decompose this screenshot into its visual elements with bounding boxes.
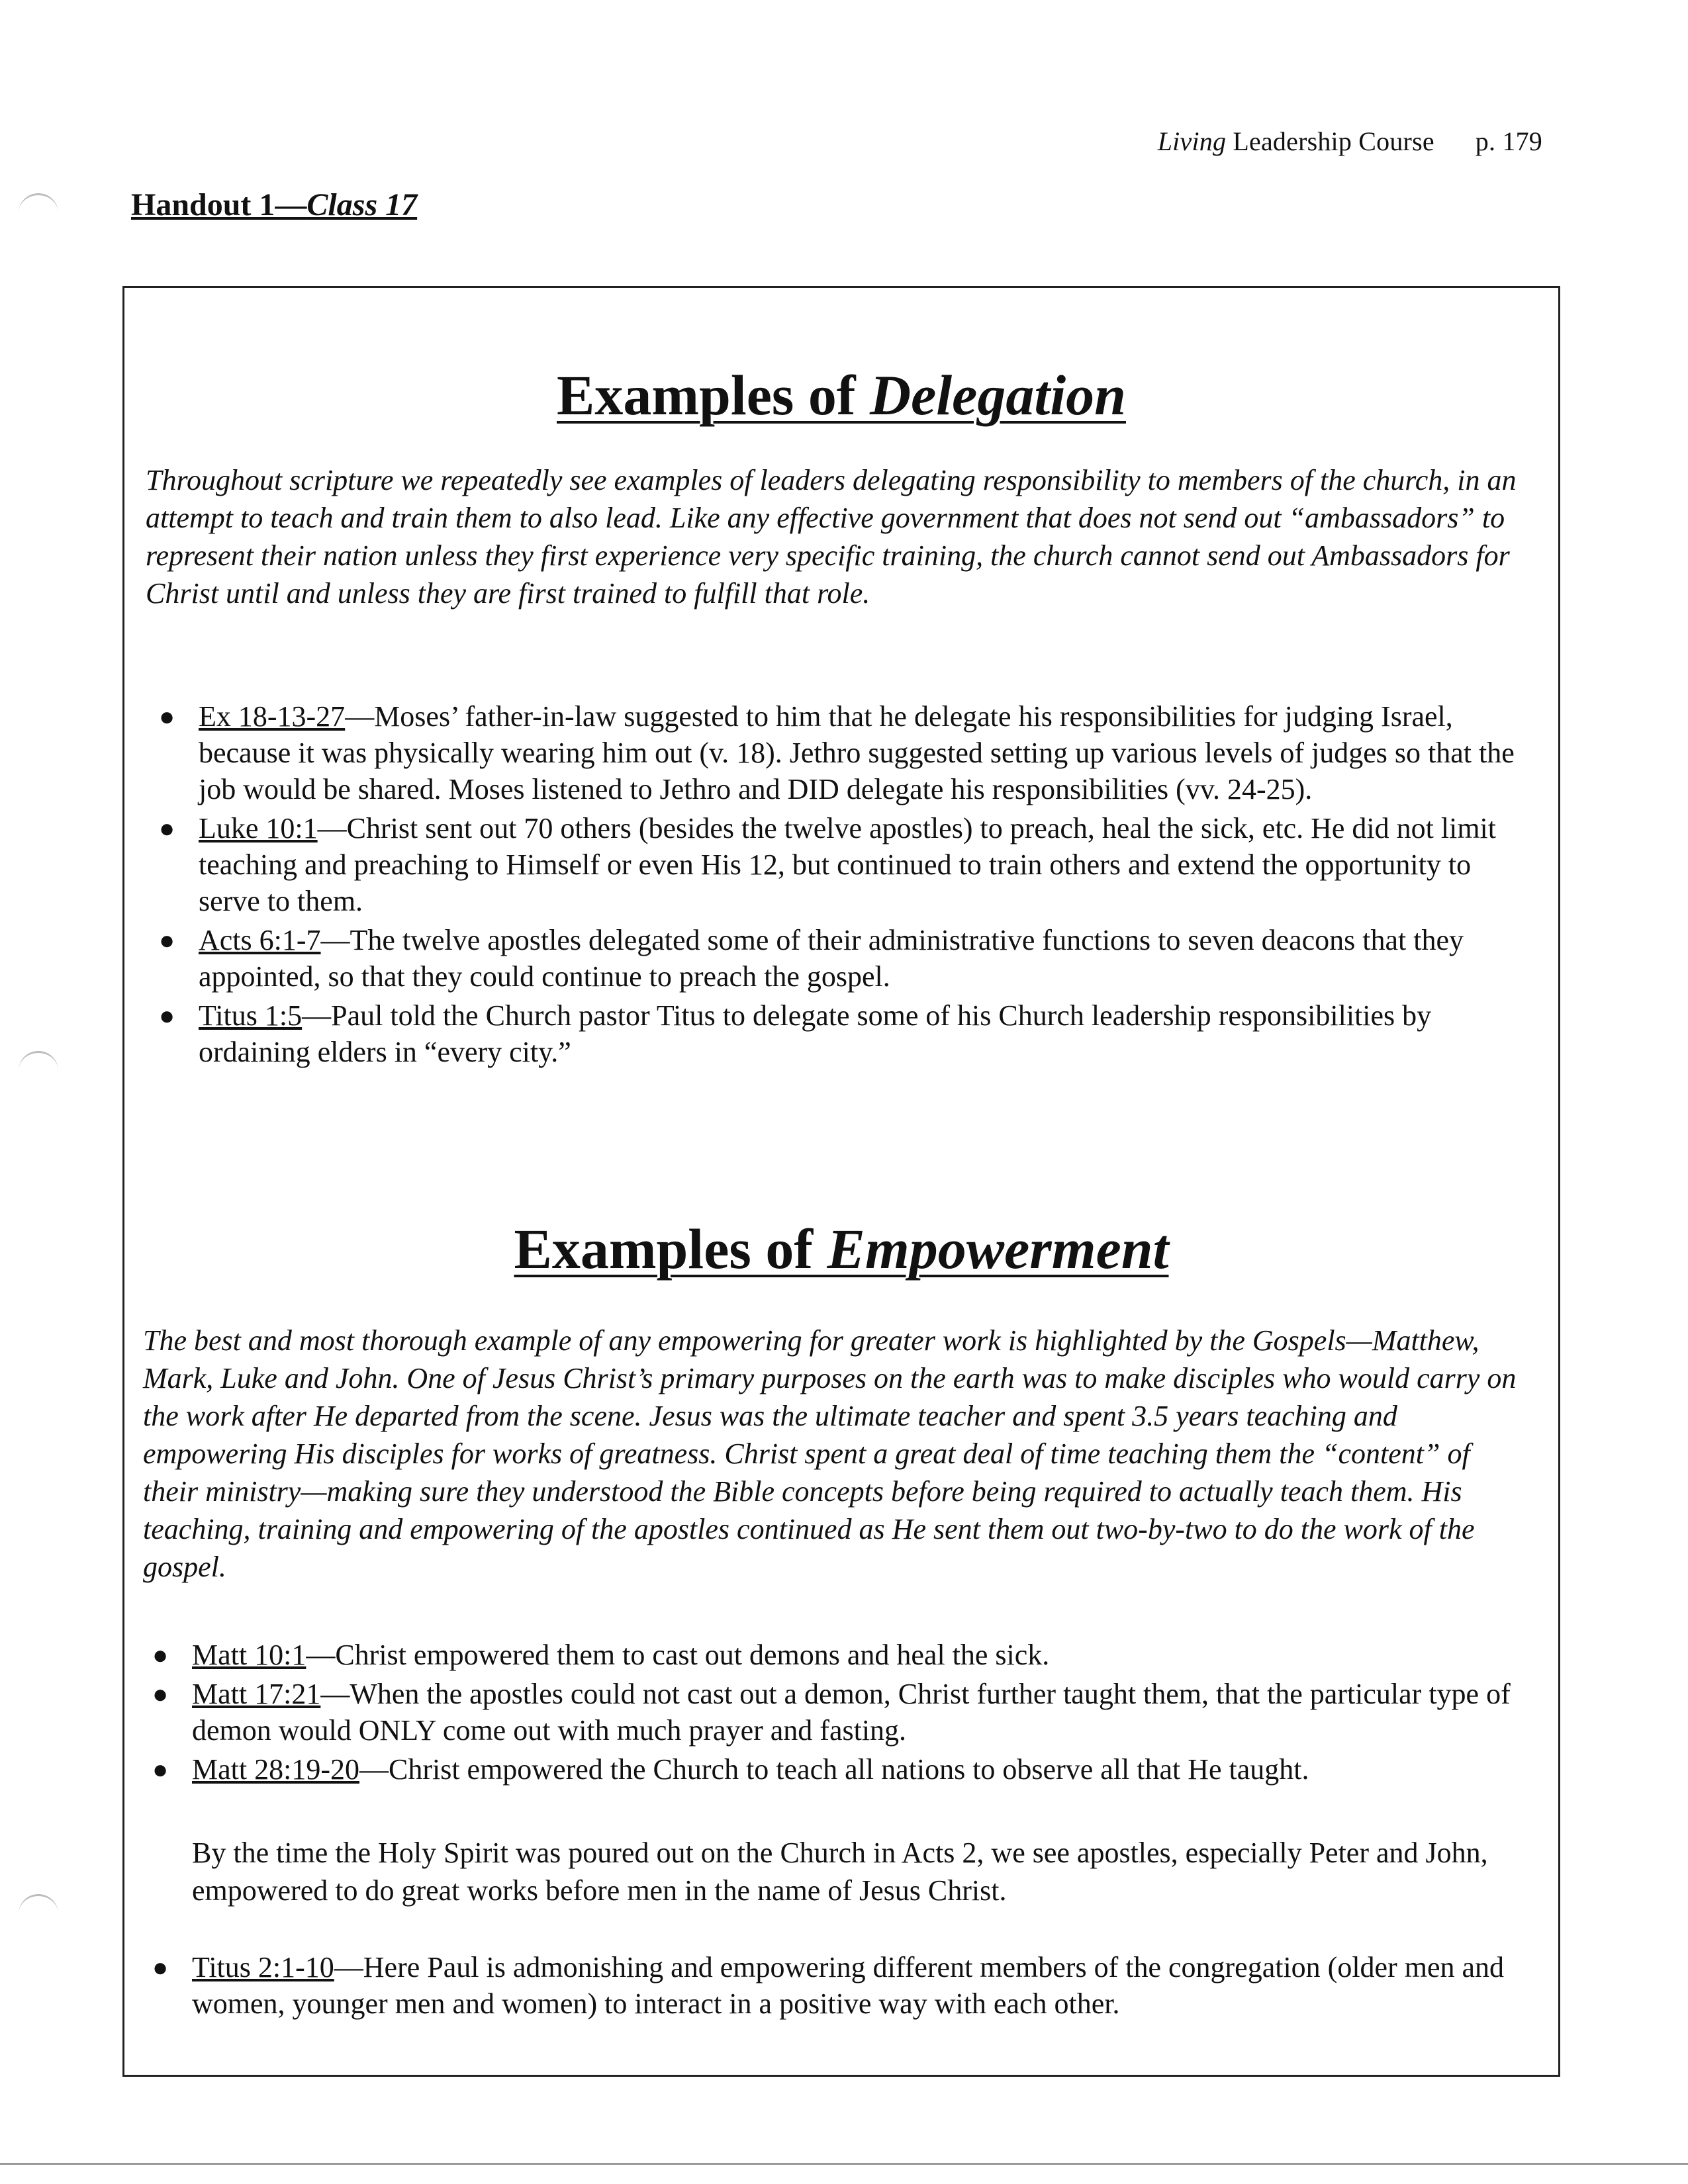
bullet-icon: ● [159,1001,175,1030]
item-text: —Christ sent out 70 others (besides the twelve apostles) to preach, heal the sick, etc. He did not limit teaching and preaching to Himself or even His 12, but continued to train others and extend the opportunity to serve to them. [199,812,1497,917]
bullet-icon: ● [152,1679,169,1709]
scan-edge-rule [0,2163,1688,2165]
list-item [150,810,1523,919]
list-item [143,1676,1523,1749]
item-text: —Here Paul is admonishing and empowering different members of the congregation (older men and women, younger men and women) to interact in a positive way with each other. [192,1951,1505,2020]
item-text: —Paul told the Church pastor Titus to delegate some of his Church leadership responsibilities by ordaining elders in “every city.” [199,999,1432,1068]
scripture-reference: Matt 10:1 [192,1639,306,1671]
scripture-reference: Matt 17:21 [192,1678,321,1710]
scripture-reference: Ex 18-13-27 [199,700,346,733]
item-text: —When the apostles could not cast out a demon, Christ further taught them, that the particular type of demon would ONLY come out with much prayer and fasting. [192,1678,1511,1747]
list-item [150,698,1523,807]
acts-paragraph: By the time the Holy Spirit was poured out on the Church in Acts 2, we see apostles, especially Peter and John, empowered to do great works before men in the name of Jesus Christ. [192,1837,1488,1907]
page-number: p. 179 [1475,126,1542,156]
bullet-icon: ● [152,1640,169,1670]
list-item [150,922,1523,995]
empowerment-list [143,1637,1523,1790]
bullet-icon: ● [152,1952,169,1982]
running-header [1158,126,1542,157]
delegation-title [124,362,1558,428]
binder-hole-mark [19,193,58,222]
item-text: —Christ empowered the Church to teach all nations to observe all that He taught. [359,1753,1309,1786]
scripture-reference: Luke 10:1 [199,812,318,844]
empowerment-title-italic: Empowerment [827,1217,1169,1281]
handout-number: Handout 1— [131,187,307,222]
bullet-icon: ● [159,813,175,843]
bullet-icon: ● [152,1754,169,1784]
binder-hole-mark [19,1051,58,1079]
class-label: Class 17 [306,187,418,222]
empowerment-list-final [143,1949,1523,2025]
scripture-reference: Matt 28:19-20 [192,1753,359,1786]
item-text: —Moses’ father-in-law suggested to him that he delegate his responsibilities for judging Israel, because it was physically wearing him out (v. 18). Jethro suggested setting up various levels of judges so that the job would be shared. Moses listened to Jethro and DID delegate his responsibilities (vv. 24-25). [199,700,1515,805]
scripture-reference: Acts 6:1-7 [199,924,321,956]
binder-hole-mark [19,1894,58,1923]
list-item [143,1949,1523,2022]
empowerment-title-plain: Examples of [514,1217,827,1281]
content-box [122,286,1560,2077]
bullet-icon: ● [159,925,175,955]
bullet-icon: ● [159,702,175,731]
empowerment-intro: The best and most thorough example of any empowering for greater work is highlighted by the Gospels—Matthew, Mark, Luke and John. One of Jesus Christ’s primary purposes on the earth was to make disciples who would carry on the work after He departed from the scene. Jesus was the ultimate teacher and spent 3.5 years teaching and empowering His disciples for works of greatness. Christ spent a great deal of time teaching them the “content” of their ministry—making sure they understood the Bible concepts before being required to actually teach them. His teaching, training and empowering of the apostles continued as He sent them out two-by-two to do the work of the gospel. [143,1324,1517,1583]
delegation-intro: Throughout scripture we repeatedly see examples of leaders delegating responsibility to members of the church, in an attempt to teach and train them to also lead. Like any effective government that does not send out “ambassadors” to represent their nation unless they first experience very specific training, the church cannot send out Ambassadors for Christ until and unless they are first trained to fulfill that role. [146,464,1517,610]
list-item [143,1637,1523,1673]
scripture-reference: Titus 2:1-10 [192,1951,334,1983]
delegation-title-italic: Delegation [870,363,1126,427]
delegation-list [150,698,1523,1073]
course-name-rest: Leadership Course [1226,126,1434,156]
item-text: —Christ empowered them to cast out demons and heal the sick. [306,1639,1050,1671]
handout-label [131,187,417,223]
item-text: —The twelve apostles delegated some of their administrative functions to seven deacons that they appointed, so that they could continue to preach the gospel. [199,924,1464,993]
list-item [143,1751,1523,1788]
delegation-title-plain: Examples of [557,363,870,427]
list-item [150,997,1523,1070]
scripture-reference: Titus 1:5 [199,999,303,1032]
empowerment-title [124,1216,1558,1282]
course-name-italic: Living [1157,126,1227,156]
